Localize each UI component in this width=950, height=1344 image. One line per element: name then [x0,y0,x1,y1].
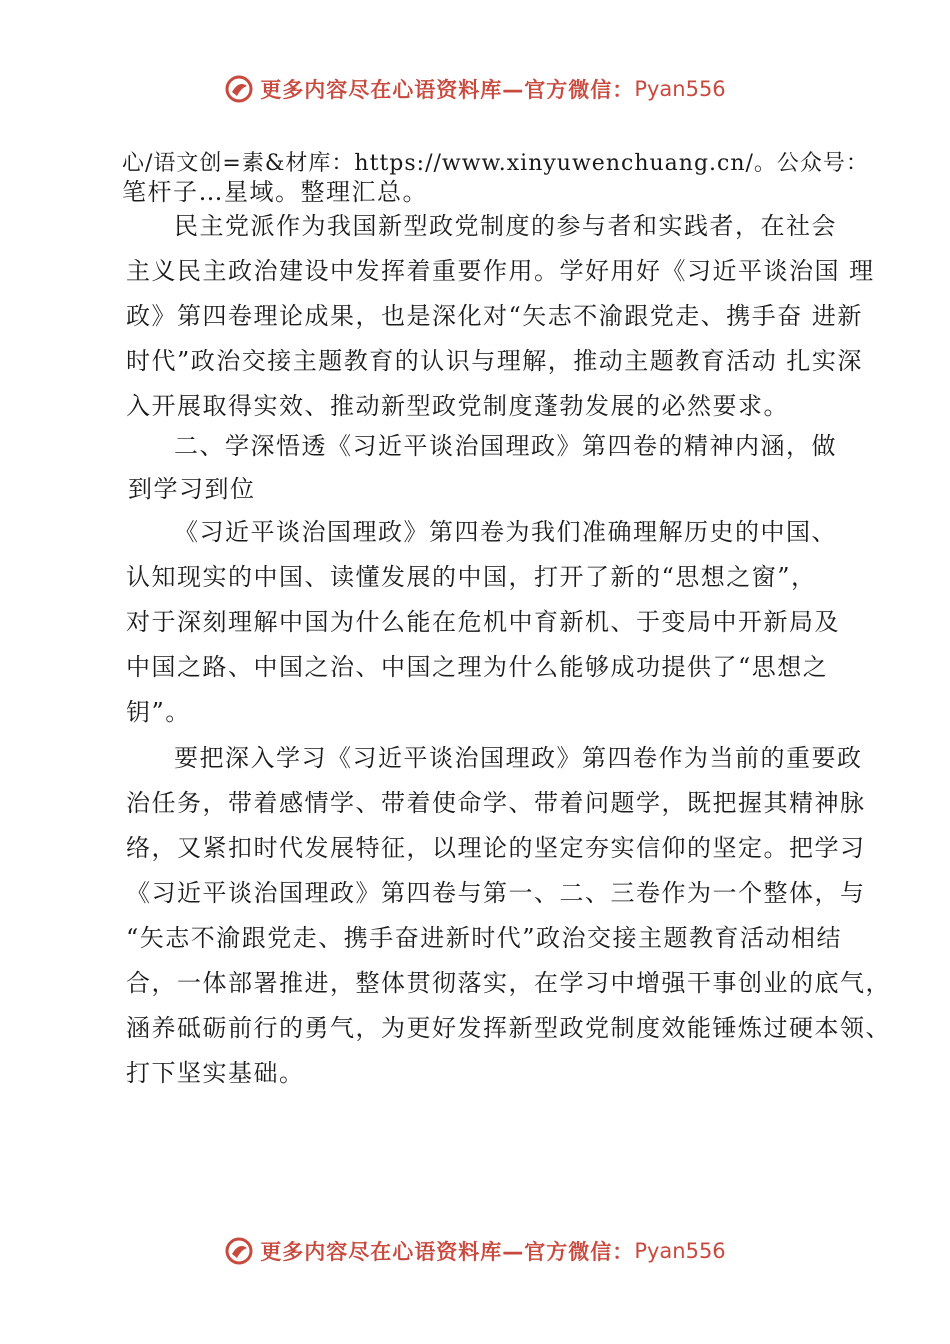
paragraph-line: 政》第四卷理论成果，也是深化对“矢志不渝跟党走、携手奋 进新 [126,302,863,330]
paragraph-line: 钥”。 [126,698,191,726]
banner-wechat-id: Pyan556 [634,1239,726,1263]
paragraph-line: 认知现实的中国、读懂发展的中国，打开了新的“思想之窗”， [126,563,817,591]
paragraph-line: 中国之路、中国之治、中国之理为什么能够成功提供了“思想之 [126,653,829,681]
paragraph-line: 络，又紧扣时代发展特征，以理论的坚定夯实信仰的坚定。把学习 [126,834,866,862]
paragraph-line: 治任务，带着感情学、带着使命学、带着问题学，既把握其精神脉 [126,789,866,817]
source-line: 笔杆子…星域。整理汇总。 [122,178,428,206]
section-heading: 到学习到位 [128,475,256,503]
paragraph-line: 合，一体部署推进，整体贯彻落实，在学习中增强干事创业的底气， [126,969,891,997]
paragraph-line: 《习近平谈治国理政》第四卷为我们准确理解历史的中国、 [174,518,837,546]
paragraph-line: 对于深刻理解中国为什么能在危机中育新机、于变局中开新局及 [126,608,840,636]
paragraph-line: “矢志不渝跟党走、携手奋进新时代”政治交接主题教育活动相结 [126,924,843,952]
banner-wechat-id: Pyan556 [634,77,726,101]
paragraph-line: 《习近平谈治国理政》第四卷与第一、二、三卷作为一个整体，与 [126,879,866,907]
paragraph-line: 要把深入学习《习近平谈治国理政》第四卷作为当前的重要政 [174,744,863,772]
header-banner [0,74,950,104]
brand-logo-icon [224,74,254,104]
paragraph-line: 打下坚实基础。 [126,1059,305,1087]
paragraph-line: 时代”政治交接主题教育的认识与理解，推动主题教育活动 扎实深 [126,347,863,375]
banner-text: 更多内容尽在心语资料库—官方微信： [260,78,635,102]
paragraph-line: 涵养砥砺前行的勇气，为更好发挥新型政党制度效能锤炼过硬本领、 [126,1014,891,1042]
paragraph-line: 民主党派作为我国新型政党制度的参与者和实践者，在社会 [174,212,837,240]
source-line: 心/语文创=素&材库：https://www.xinyuwenchuang.cn/。公众号： [122,151,869,176]
paragraph-line: 主义民主政治建设中发挥着重要作用。学好用好《习近平谈治国 理 [126,257,875,285]
footer-banner [0,1236,950,1266]
section-heading: 二、学深悟透《习近平谈治国理政》第四卷的精神内涵，做 [174,432,837,460]
brand-logo-icon [224,1236,254,1266]
banner-text: 更多内容尽在心语资料库—官方微信： [260,1240,635,1264]
paragraph-line: 入开展取得实效、推动新型政党制度蓬勃发展的必然要求。 [126,392,789,420]
